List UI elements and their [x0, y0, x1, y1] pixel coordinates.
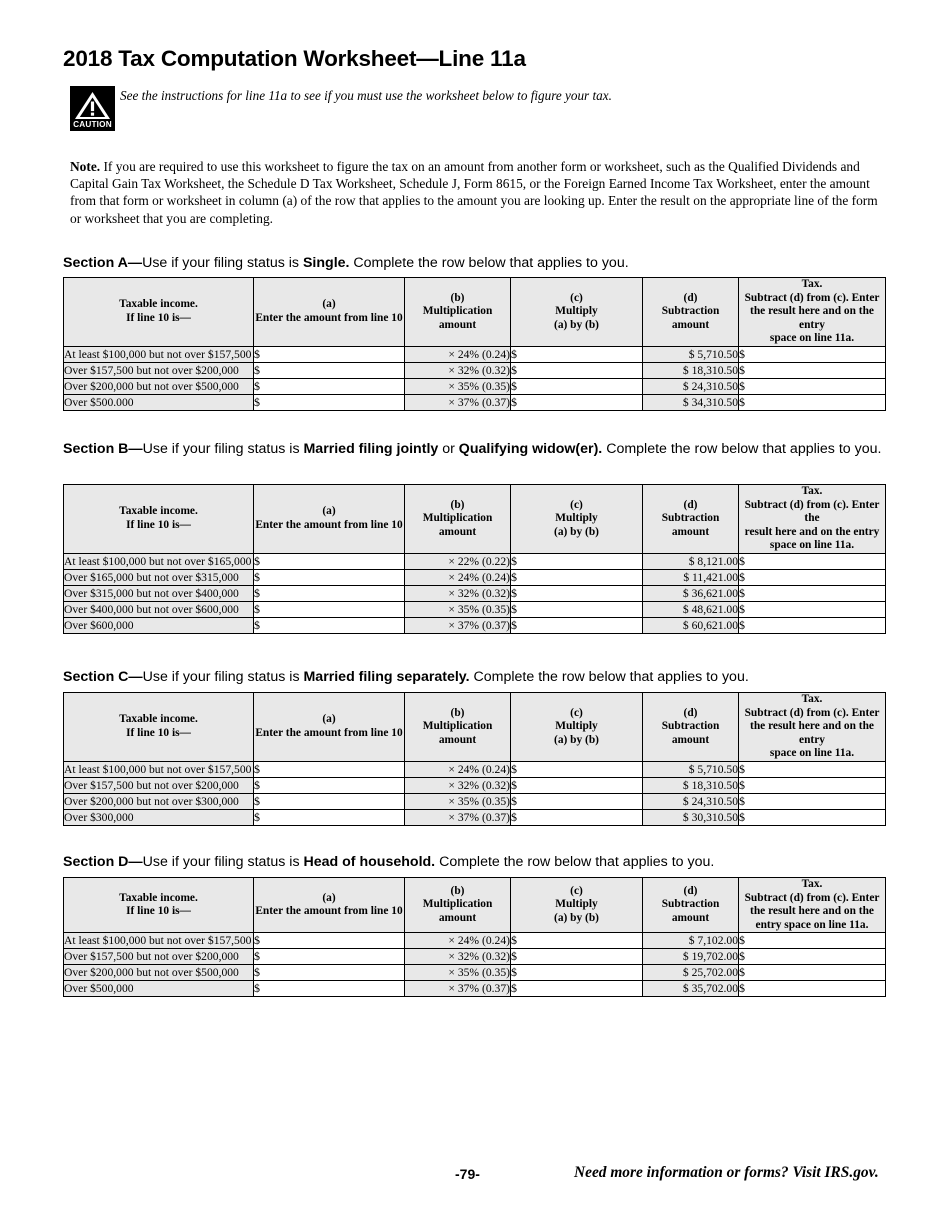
table-row — [64, 601, 886, 617]
cell-taxable-income-range: Over $165,000 but not over $315,000 — [64, 569, 254, 585]
note-paragraph — [70, 158, 882, 227]
col-header-tax-line2: the result here and on the entry — [750, 305, 874, 331]
cell-taxable-income-range: Over $315,000 but not over $400,000 — [64, 585, 254, 601]
section-c-heading-suffix: Complete the row below that applies to you. — [469, 669, 749, 685]
section-b-filing-status: Married filing jointly — [303, 441, 439, 457]
cell-taxable-income-range: At least $100,000 but not over $157,500 — [64, 933, 254, 949]
table-header-row — [64, 878, 886, 933]
section-a-table — [63, 277, 886, 411]
col-header-taxable-income — [64, 485, 254, 554]
table-row — [64, 362, 886, 378]
table-row — [64, 346, 886, 362]
cell-taxable-income-range: At least $100,000 but not over $157,500 — [64, 761, 254, 777]
cell-taxable-income-range: Over $200,000 but not over $500,000 — [64, 965, 254, 981]
col-header-taxable-income — [64, 878, 254, 933]
cell-column-a-input[interactable]: $ — [254, 346, 405, 362]
col-header-b-letter: (b) — [450, 884, 465, 897]
col-header-c — [511, 278, 643, 347]
col-header-a-desc: Enter the amount from line 10 — [255, 311, 403, 324]
section-d-heading-suffix: Complete the row below that applies to you. — [435, 854, 715, 870]
section-d-filing-status: Head of household. — [303, 854, 436, 870]
col-header-b-letter: (b) — [450, 498, 465, 511]
col-header-tax-line2: the result here and on the — [750, 905, 874, 918]
col-header-c — [511, 878, 643, 933]
cell-tax-input[interactable]: $ — [739, 553, 886, 569]
col-header-tax-title: Tax. — [801, 878, 823, 890]
col-header-a-desc: Enter the amount from line 10 — [255, 518, 403, 531]
cell-column-a-input[interactable]: $ — [254, 965, 405, 981]
cell-taxable-income-range: Over $500,000 — [64, 981, 254, 997]
section-c-filing-status: Married filing separately. — [303, 669, 470, 685]
table-row — [64, 793, 886, 809]
col-header-b — [405, 278, 511, 347]
section-a-filing-status: Single. — [302, 255, 350, 271]
cell-column-b-multiplier: × 37% (0.37) — [405, 617, 511, 633]
col-header-d-letter: (d) — [683, 706, 698, 719]
cell-column-c-input[interactable]: $ — [511, 981, 643, 997]
col-header-c-letter: (c) — [570, 498, 583, 511]
cell-column-b-multiplier: × 24% (0.24) — [405, 761, 511, 777]
cell-column-c-input[interactable]: $ — [511, 569, 643, 585]
footer-irs-note: Need more information or forms? Visit IRS.gov. — [574, 1164, 879, 1181]
cell-taxable-income-range: Over $300,000 — [64, 809, 254, 825]
col-header-c-desc2: (a) by (b) — [554, 318, 599, 331]
col-header-a — [254, 485, 405, 554]
section-d-heading-mid: Use if your filing status is — [142, 854, 304, 870]
cell-column-d-subtraction: $ 25,702.00 — [643, 965, 739, 981]
col-header-c-desc1: Multiply — [555, 720, 598, 733]
cell-column-a-input[interactable]: $ — [254, 362, 405, 378]
col-header-a-letter: (a) — [322, 505, 336, 518]
table-row — [64, 617, 886, 633]
cell-tax-input[interactable]: $ — [739, 378, 886, 394]
section-c-body — [64, 761, 886, 825]
col-header-b-desc: Multiplication amount — [422, 898, 493, 924]
col-header-a-letter: (a) — [322, 713, 336, 726]
section-b-body — [64, 553, 886, 633]
col-header-a-letter: (a) — [322, 891, 336, 904]
table-row — [64, 394, 886, 410]
col-header-taxable-line1: Taxable income. — [119, 713, 198, 726]
cell-column-d-subtraction: $ 19,702.00 — [643, 949, 739, 965]
col-header-tax-line1: Subtract (d) from (c). Enter — [744, 891, 880, 904]
col-header-tax-line3: space on line 11a. — [769, 332, 855, 345]
col-header-c-letter: (c) — [570, 706, 583, 719]
col-header-a-desc: Enter the amount from line 10 — [255, 905, 403, 918]
cell-tax-input[interactable]: $ — [739, 809, 886, 825]
section-c-heading — [63, 668, 893, 686]
cell-column-b-multiplier: × 37% (0.37) — [405, 394, 511, 410]
col-header-tax-line3: space on line 11a. — [769, 747, 855, 760]
col-header-b — [405, 878, 511, 933]
cell-taxable-income-range: Over $600,000 — [64, 617, 254, 633]
cell-column-a-input[interactable]: $ — [254, 601, 405, 617]
cell-taxable-income-range: At least $100,000 but not over $165,000 — [64, 553, 254, 569]
col-header-c-desc1: Multiply — [555, 512, 598, 525]
cell-tax-input[interactable]: $ — [739, 777, 886, 793]
table-row — [64, 378, 886, 394]
cell-column-d-subtraction: $ 34,310.50 — [643, 394, 739, 410]
cell-column-a-input[interactable]: $ — [254, 981, 405, 997]
cell-tax-input[interactable]: $ — [739, 981, 886, 997]
col-header-tax-title: Tax. — [801, 693, 823, 705]
cell-column-d-subtraction: $ 8,121.00 — [643, 553, 739, 569]
cell-taxable-income-range: Over $500.000 — [64, 394, 254, 410]
col-header-tax-line2: the result here and on the entry — [750, 720, 874, 746]
col-header-tax — [739, 278, 886, 347]
cell-tax-input[interactable]: $ — [739, 761, 886, 777]
note-body: If you are required to use this worksheet to figure the tax on an amount from another form or worksheet, such as the Qualified Dividends and Capital Gain Tax Worksheet, the Schedule D Tax Worksheet, Schedule J, Form 8615, or the Foreign Earned Income Tax Worksheet, enter the amount from that form or worksheet in column (a) of the row that applies to the amount you are looking up. Enter the result on the appropriate line of the form or worksheet that you are completing. — [70, 159, 878, 226]
page-title: 2018 Tax Computation Worksheet—Line 11a — [63, 46, 526, 71]
col-header-c-letter: (c) — [570, 884, 583, 897]
col-header-d-letter: (d) — [683, 291, 698, 304]
cell-column-b-multiplier: × 32% (0.32) — [405, 777, 511, 793]
cell-column-c-input[interactable]: $ — [511, 617, 643, 633]
cell-column-b-multiplier: × 32% (0.32) — [405, 949, 511, 965]
col-header-tax-line1: Subtract (d) from (c). Enter — [744, 291, 880, 304]
col-header-b-desc: Multiplication amount — [422, 305, 493, 331]
section-a-heading — [63, 254, 893, 272]
table-header-row — [64, 278, 886, 347]
cell-column-b-multiplier: × 35% (0.35) — [405, 793, 511, 809]
cell-column-b-multiplier: × 35% (0.35) — [405, 601, 511, 617]
table-row — [64, 761, 886, 777]
cell-taxable-income-range: Over $157,500 but not over $200,000 — [64, 362, 254, 378]
col-header-taxable-line2: If line 10 is— — [126, 726, 191, 739]
cell-taxable-income-range: Over $200,000 but not over $300,000 — [64, 793, 254, 809]
table-row — [64, 585, 886, 601]
cell-column-c-input[interactable]: $ — [511, 965, 643, 981]
section-d-table — [63, 877, 886, 997]
section-b-label: Section B— — [63, 441, 143, 457]
cell-column-d-subtraction: $ 35,702.00 — [643, 981, 739, 997]
section-c-label: Section C— — [63, 669, 143, 685]
cell-column-a-input[interactable]: $ — [254, 553, 405, 569]
col-header-b-letter: (b) — [450, 291, 465, 304]
cell-tax-input[interactable]: $ — [739, 617, 886, 633]
cell-column-d-subtraction: $ 5,710.50 — [643, 761, 739, 777]
cell-column-c-input[interactable]: $ — [511, 949, 643, 965]
cell-column-d-subtraction: $ 24,310.50 — [643, 793, 739, 809]
section-b-heading-conj: or — [438, 441, 459, 457]
col-header-d-letter: (d) — [683, 884, 698, 897]
cell-column-a-input[interactable]: $ — [254, 617, 405, 633]
col-header-b — [405, 485, 511, 554]
col-header-a-letter: (a) — [322, 298, 336, 311]
col-header-b-letter: (b) — [450, 706, 465, 719]
cell-column-b-multiplier: × 35% (0.35) — [405, 378, 511, 394]
col-header-a-desc: Enter the amount from line 10 — [255, 726, 403, 739]
cell-column-a-input[interactable]: $ — [254, 394, 405, 410]
cell-taxable-income-range: Over $157,500 but not over $200,000 — [64, 777, 254, 793]
cell-taxable-income-range: Over $400,000 but not over $600,000 — [64, 601, 254, 617]
table-row — [64, 569, 886, 585]
col-header-d — [643, 278, 739, 347]
section-b-filing-status-2: Qualifying widow(er). — [458, 441, 603, 457]
cell-tax-input[interactable]: $ — [739, 933, 886, 949]
cell-column-a-input[interactable]: $ — [254, 793, 405, 809]
note-label: Note. — [70, 159, 101, 174]
caution-text: See the instructions for line 11a to see if you must use the worksheet below to figure your tax. — [120, 88, 612, 103]
cell-column-a-input[interactable]: $ — [254, 585, 405, 601]
section-d-heading — [63, 853, 893, 871]
cell-column-b-multiplier: × 24% (0.24) — [405, 346, 511, 362]
col-header-d-letter: (d) — [683, 498, 698, 511]
section-d-label: Section D— — [63, 854, 143, 870]
col-header-taxable-line2: If line 10 is— — [126, 311, 191, 324]
table-row — [64, 981, 886, 997]
col-header-c — [511, 693, 643, 762]
section-a-heading-suffix: Complete the row below that applies to you. — [349, 255, 629, 271]
cell-column-c-input[interactable]: $ — [511, 394, 643, 410]
cell-column-d-subtraction: $ 5,710.50 — [643, 346, 739, 362]
cell-tax-input[interactable]: $ — [739, 601, 886, 617]
cell-column-c-input[interactable]: $ — [511, 585, 643, 601]
cell-column-b-multiplier: × 37% (0.37) — [405, 809, 511, 825]
col-header-tax-line3: entry space on line 11a. — [755, 918, 869, 931]
svg-text:CAUTION: CAUTION — [73, 120, 112, 130]
col-header-a — [254, 693, 405, 762]
table-row — [64, 965, 886, 981]
section-c-table — [63, 692, 886, 826]
cell-column-b-multiplier: × 24% (0.24) — [405, 933, 511, 949]
col-header-tax-line1: Subtract (d) from (c). Enter — [744, 706, 880, 719]
cell-column-d-subtraction: $ 24,310.50 — [643, 378, 739, 394]
col-header-taxable-line1: Taxable income. — [119, 505, 198, 518]
cell-column-c-input[interactable]: $ — [511, 761, 643, 777]
cell-column-d-subtraction: $ 18,310.50 — [643, 777, 739, 793]
cell-column-d-subtraction: $ 36,621.00 — [643, 585, 739, 601]
col-header-taxable-line2: If line 10 is— — [126, 518, 191, 531]
table-row — [64, 949, 886, 965]
cell-column-c-input[interactable]: $ — [511, 378, 643, 394]
cell-taxable-income-range: At least $100,000 but not over $157,500 — [64, 346, 254, 362]
cell-tax-input[interactable]: $ — [739, 569, 886, 585]
caution-icon — [70, 86, 115, 131]
table-row — [64, 553, 886, 569]
cell-column-c-input[interactable]: $ — [511, 933, 643, 949]
col-header-taxable-income — [64, 278, 254, 347]
section-b-heading-mid: Use if your filing status is — [142, 441, 304, 457]
cell-column-c-input[interactable]: $ — [511, 601, 643, 617]
col-header-d — [643, 693, 739, 762]
cell-tax-input[interactable]: $ — [739, 362, 886, 378]
cell-column-b-multiplier: × 35% (0.35) — [405, 965, 511, 981]
col-header-b — [405, 693, 511, 762]
cell-taxable-income-range: Over $200,000 but not over $500,000 — [64, 378, 254, 394]
cell-column-a-input[interactable]: $ — [254, 378, 405, 394]
cell-column-b-multiplier: × 22% (0.22) — [405, 553, 511, 569]
cell-column-a-input[interactable]: $ — [254, 777, 405, 793]
cell-column-b-multiplier: × 32% (0.32) — [405, 585, 511, 601]
cell-tax-input[interactable]: $ — [739, 585, 886, 601]
col-header-tax — [739, 693, 886, 762]
table-row — [64, 809, 886, 825]
col-header-tax-line3: space on line 11a. — [769, 539, 855, 552]
cell-column-b-multiplier: × 37% (0.37) — [405, 981, 511, 997]
table-header-row — [64, 693, 886, 762]
cell-column-d-subtraction: $ 11,421.00 — [643, 569, 739, 585]
col-header-d-desc: Subtraction amount — [661, 305, 720, 331]
cell-column-b-multiplier: × 24% (0.24) — [405, 569, 511, 585]
section-a-heading-mid: Use if your filing status is — [142, 255, 303, 271]
col-header-c-desc2: (a) by (b) — [554, 733, 599, 746]
cell-tax-input[interactable]: $ — [739, 394, 886, 410]
col-header-tax — [739, 485, 886, 554]
col-header-d-desc: Subtraction amount — [661, 720, 720, 746]
table-row — [64, 777, 886, 793]
col-header-c — [511, 485, 643, 554]
col-header-taxable-line2: If line 10 is— — [126, 905, 191, 918]
col-header-c-desc1: Multiply — [555, 305, 598, 318]
caution-block — [70, 86, 880, 136]
cell-column-a-input[interactable]: $ — [254, 933, 405, 949]
table-header-row — [64, 485, 886, 554]
col-header-d — [643, 485, 739, 554]
col-header-taxable-income — [64, 693, 254, 762]
section-c-heading-mid: Use if your filing status is — [142, 669, 304, 685]
section-b-table — [63, 484, 886, 634]
col-header-tax-line2: result here and on the entry — [744, 525, 880, 538]
col-header-d-desc: Subtraction amount — [661, 898, 720, 924]
col-header-c-letter: (c) — [570, 291, 583, 304]
col-header-c-desc1: Multiply — [555, 898, 598, 911]
cell-tax-input[interactable]: $ — [739, 949, 886, 965]
section-b-heading-suffix: Complete the row below that applies to you. — [602, 441, 882, 457]
table-row — [64, 933, 886, 949]
cell-column-d-subtraction: $ 7,102.00 — [643, 933, 739, 949]
cell-tax-input[interactable]: $ — [739, 793, 886, 809]
col-header-c-desc2: (a) by (b) — [554, 911, 599, 924]
cell-column-c-input[interactable]: $ — [511, 809, 643, 825]
col-header-taxable-line1: Taxable income. — [119, 298, 198, 311]
cell-column-d-subtraction: $ 48,621.00 — [643, 601, 739, 617]
col-header-tax — [739, 878, 886, 933]
col-header-b-desc: Multiplication amount — [422, 720, 493, 746]
cell-column-a-input[interactable]: $ — [254, 809, 405, 825]
cell-column-d-subtraction: $ 60,621.00 — [643, 617, 739, 633]
cell-taxable-income-range: Over $157,500 but not over $200,000 — [64, 949, 254, 965]
col-header-tax-title: Tax. — [801, 485, 823, 497]
col-header-b-desc: Multiplication amount — [422, 512, 493, 538]
page-number: -79- — [455, 1166, 480, 1182]
cell-column-d-subtraction: $ 18,310.50 — [643, 362, 739, 378]
section-a-label: Section A— — [63, 255, 143, 271]
section-b-heading — [63, 440, 893, 458]
col-header-a — [254, 878, 405, 933]
cell-column-c-input[interactable]: $ — [511, 777, 643, 793]
col-header-d-desc: Subtraction amount — [661, 512, 720, 538]
section-d-body — [64, 933, 886, 997]
cell-column-c-input[interactable]: $ — [511, 553, 643, 569]
cell-tax-input[interactable]: $ — [739, 346, 886, 362]
cell-tax-input[interactable]: $ — [739, 965, 886, 981]
cell-column-b-multiplier: × 32% (0.32) — [405, 362, 511, 378]
cell-column-c-input[interactable]: $ — [511, 346, 643, 362]
section-a-body — [64, 346, 886, 410]
col-header-a — [254, 278, 405, 347]
cell-column-a-input[interactable]: $ — [254, 761, 405, 777]
cell-column-a-input[interactable]: $ — [254, 569, 405, 585]
cell-column-a-input[interactable]: $ — [254, 949, 405, 965]
cell-column-c-input[interactable]: $ — [511, 362, 643, 378]
col-header-taxable-line1: Taxable income. — [119, 891, 198, 904]
col-header-c-desc2: (a) by (b) — [554, 525, 599, 538]
cell-column-d-subtraction: $ 30,310.50 — [643, 809, 739, 825]
col-header-d — [643, 878, 739, 933]
cell-column-c-input[interactable]: $ — [511, 793, 643, 809]
col-header-tax-line1: Subtract (d) from (c). Enter the — [744, 498, 880, 525]
col-header-tax-title: Tax. — [801, 278, 823, 290]
